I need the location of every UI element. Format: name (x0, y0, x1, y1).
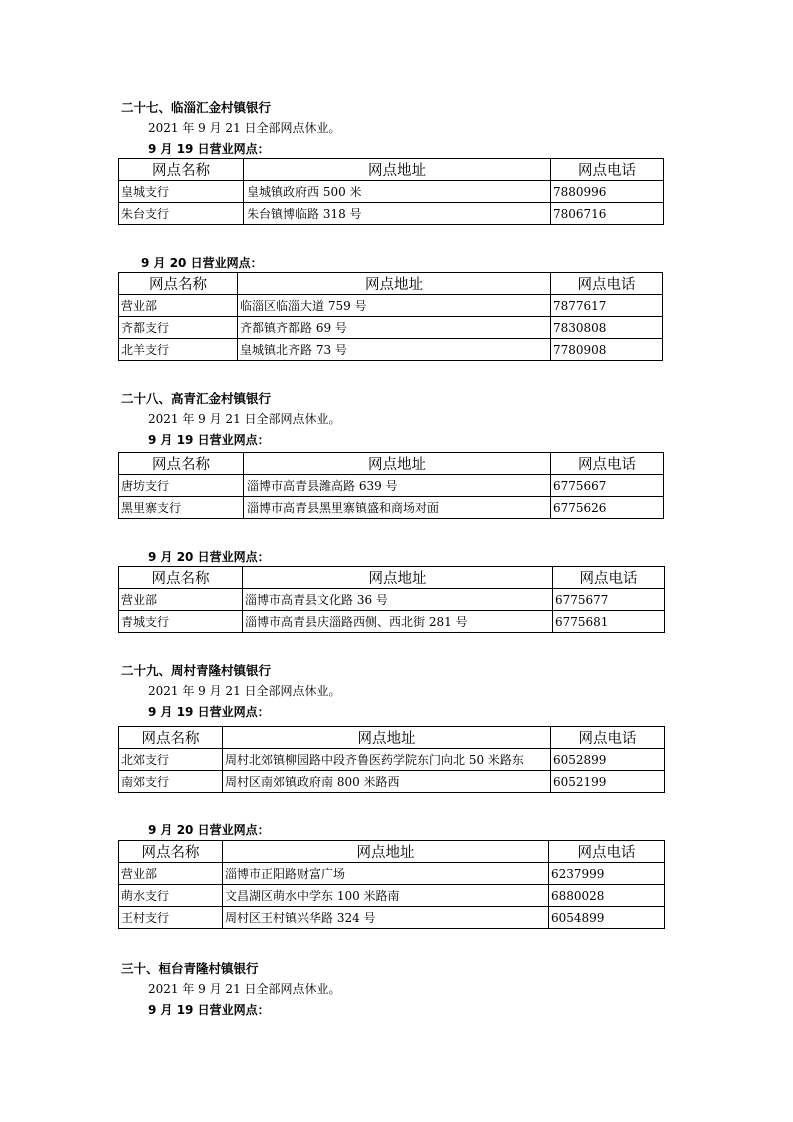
header-name: 网点名称 (119, 841, 223, 863)
branch-phone: 7877617 (551, 295, 663, 317)
sep19-heading: 9 月 19 日营业网点： (148, 433, 270, 447)
table-header-row (119, 273, 663, 295)
branch-address: 周村北郊镇柳园路中段齐鲁医药学院东门向北 50 米路东 (223, 749, 551, 771)
table-row (119, 907, 665, 929)
header-address: 网点地址 (244, 453, 551, 475)
table-row (119, 589, 665, 611)
sep19-heading: 9 月 19 日营业网点： (148, 1003, 270, 1017)
branch-address: 齐都镇齐都路 69 号 (238, 317, 551, 339)
table-row (119, 475, 664, 497)
table-header-row (119, 453, 664, 475)
branch-name: 营业部 (119, 295, 238, 317)
bank-title: 二十九、周村青隆村镇银行 (121, 663, 272, 678)
branch-name: 北羊支行 (119, 339, 238, 361)
closure-notice: 2021 年 9 月 21 日全部网点休业。 (148, 121, 341, 135)
branch-address: 周村区王村镇兴华路 324 号 (223, 907, 549, 929)
sep19-heading: 9 月 19 日营业网点： (148, 142, 270, 156)
header-phone: 网点电话 (551, 159, 664, 181)
table-row (119, 295, 663, 317)
table-row (119, 203, 664, 225)
branch-phone: 6775677 (553, 589, 665, 611)
header-name: 网点名称 (119, 273, 238, 295)
table-row (119, 317, 663, 339)
header-address: 网点地址 (243, 567, 553, 589)
header-address: 网点地址 (223, 727, 551, 749)
branch-name: 北郊支行 (119, 749, 223, 771)
branch-phone: 6880028 (549, 885, 665, 907)
header-name: 网点名称 (119, 727, 223, 749)
sep20-heading: 9 月 20 日营业网点： (148, 550, 270, 564)
branch-table (118, 452, 664, 519)
table-row (119, 749, 665, 771)
table-header-row (119, 841, 665, 863)
branch-address: 淄博市正阳路财富广场 (223, 863, 549, 885)
branch-name: 齐都支行 (119, 317, 238, 339)
branch-phone: 6775681 (553, 611, 665, 633)
branch-table (118, 158, 664, 225)
header-phone: 网点电话 (551, 453, 664, 475)
branch-address: 淄博市高青县黑里寨镇盛和商场对面 (244, 497, 551, 519)
branch-address: 朱台镇博临路 318 号 (244, 203, 551, 225)
branch-name: 皇城支行 (119, 181, 244, 203)
header-phone: 网点电话 (553, 567, 665, 589)
branch-phone: 7806716 (551, 203, 664, 225)
header-name: 网点名称 (119, 159, 244, 181)
closure-notice: 2021 年 9 月 21 日全部网点休业。 (148, 982, 341, 996)
table-row (119, 885, 665, 907)
bank-title: 二十七、临淄汇金村镇银行 (121, 100, 272, 115)
branch-phone: 6054899 (549, 907, 665, 929)
branch-name: 唐坊支行 (119, 475, 244, 497)
header-address: 网点地址 (238, 273, 551, 295)
branch-name: 青城支行 (119, 611, 243, 633)
header-phone: 网点电话 (551, 273, 663, 295)
branch-name: 萌水支行 (119, 885, 223, 907)
branch-address: 淄博市高青县庆淄路西侧、西北街 281 号 (243, 611, 553, 633)
header-name: 网点名称 (119, 453, 244, 475)
branch-name: 营业部 (119, 589, 243, 611)
branch-phone: 7780908 (551, 339, 663, 361)
branch-phone: 6775626 (551, 497, 664, 519)
branch-phone: 6052899 (551, 749, 665, 771)
bank-title: 二十八、高青汇金村镇银行 (121, 391, 272, 406)
bank-title: 三十、桓台青隆村镇银行 (121, 961, 259, 976)
branch-address: 淄博市高青县潍高路 639 号 (244, 475, 551, 497)
header-address: 网点地址 (223, 841, 549, 863)
header-phone: 网点电话 (549, 841, 665, 863)
branch-address: 淄博市高青县文化路 36 号 (243, 589, 553, 611)
branch-name: 南郊支行 (119, 771, 223, 793)
table-row (119, 339, 663, 361)
branch-phone: 6237999 (549, 863, 665, 885)
header-name: 网点名称 (119, 567, 243, 589)
closure-notice: 2021 年 9 月 21 日全部网点休业。 (148, 412, 341, 426)
table-header-row (119, 567, 665, 589)
branch-phone: 7830808 (551, 317, 663, 339)
branch-name: 黑里寨支行 (119, 497, 244, 519)
branch-table (118, 726, 665, 793)
closure-notice: 2021 年 9 月 21 日全部网点休业。 (148, 684, 341, 698)
branch-phone: 6775667 (551, 475, 664, 497)
branch-phone: 7880996 (551, 181, 664, 203)
branch-address: 皇城镇北齐路 73 号 (238, 339, 551, 361)
branch-address: 皇城镇政府西 500 米 (244, 181, 551, 203)
table-row (119, 771, 665, 793)
branch-address: 文昌湖区萌水中学东 100 米路南 (223, 885, 549, 907)
table-header-row (119, 159, 664, 181)
branch-address: 临淄区临淄大道 759 号 (238, 295, 551, 317)
branch-phone: 6052199 (551, 771, 665, 793)
header-address: 网点地址 (244, 159, 551, 181)
branch-name: 朱台支行 (119, 203, 244, 225)
table-row (119, 863, 665, 885)
header-phone: 网点电话 (551, 727, 665, 749)
sep19-heading: 9 月 19 日营业网点： (148, 705, 270, 719)
branch-table (118, 272, 663, 361)
branch-table (118, 840, 665, 929)
sep20-heading: 9 月 20 日营业网点： (148, 823, 270, 837)
branch-address: 周村区南郊镇政府南 800 米路西 (223, 771, 551, 793)
branch-name: 王村支行 (119, 907, 223, 929)
branch-name: 营业部 (119, 863, 223, 885)
table-row (119, 497, 664, 519)
table-row (119, 611, 665, 633)
table-header-row (119, 727, 665, 749)
sep20-heading: 9 月 20 日营业网点： (141, 256, 263, 270)
branch-table (118, 566, 665, 633)
table-row (119, 181, 664, 203)
